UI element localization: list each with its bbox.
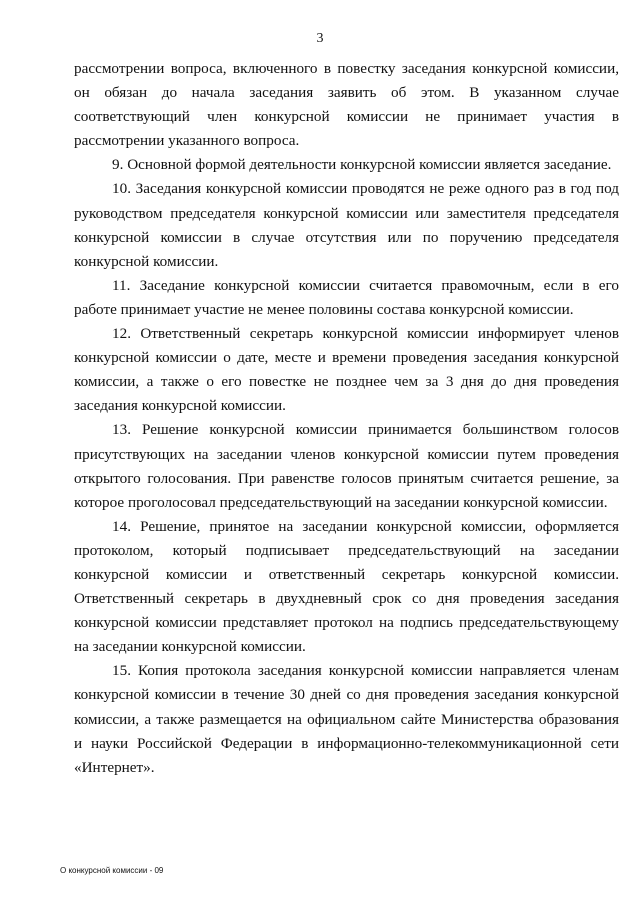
paragraph-12: 12. Ответственный секретарь конкурсной комиссии информирует членов конкурсной комиссии о дате, месте и времени проведения заседания конкурсной комиссии, а также о его повестке не позднее чем за 3 дня до дня проведения заседания конкурсной комиссии. (74, 325, 619, 415)
footer-note: О конкурсной комиссии - 09 (60, 866, 164, 875)
paragraph-14: 14. Решение, принятое на заседании конкурсной комиссии, оформляется протоколом, который подписывает председательствующий на заседании конкурсной комиссии и ответственный секретарь конкурсной комиссии. Ответственный секретарь в двухдневный срок со дня проведения заседания конкурсной комиссии представляет протокол на подпись председательствующему на заседании конкурсной комиссии. (74, 517, 619, 656)
paragraph-11: 11. Заседание конкурсной комиссии считается правомочным, если в его работе принимает участие не менее половины состава конкурсной комиссии. (74, 276, 619, 318)
paragraph-15: 15. Копия протокола заседания конкурсной комиссии направляется членам конкурсной комиссии в течение 30 дней со дня проведения заседания конкурсной комиссии, а также размещается на официальном сайте Министерства образования и науки Российской Федерации в информационно-телекоммуникационной сети «Интернет». (74, 662, 619, 776)
paragraph-10: 10. Заседания конкурсной комиссии проводятся не реже одного раз в год под руководством председателя конкурсной комиссии или заместителя председателя конкурсной комиссии в случае отсутствия или по поручению председателя конкурсной комиссии. (74, 180, 619, 270)
page-number: 3 (316, 31, 324, 46)
paragraph-13: 13. Решение конкурсной комиссии принимается большинством голосов присутствующих на заседании членов конкурсной комиссии путем проведения открытого голосования. При равенстве голосов принятым считается решение, за которое проголосовал председательствующий на заседании конкурсной комиссии. (74, 421, 619, 511)
document-body (74, 57, 619, 780)
paragraph-continuation: рассмотрении вопроса, включенного в повестку заседания конкурсной комиссии, он обязан до начала заседания заявить об этом. В указанном случае соответствующий член конкурсной комиссии не принимает участия в рассмотрении указанного вопроса. (74, 60, 619, 150)
paragraph-9: 9. Основной формой деятельности конкурсной комиссии является заседание. (112, 156, 612, 174)
